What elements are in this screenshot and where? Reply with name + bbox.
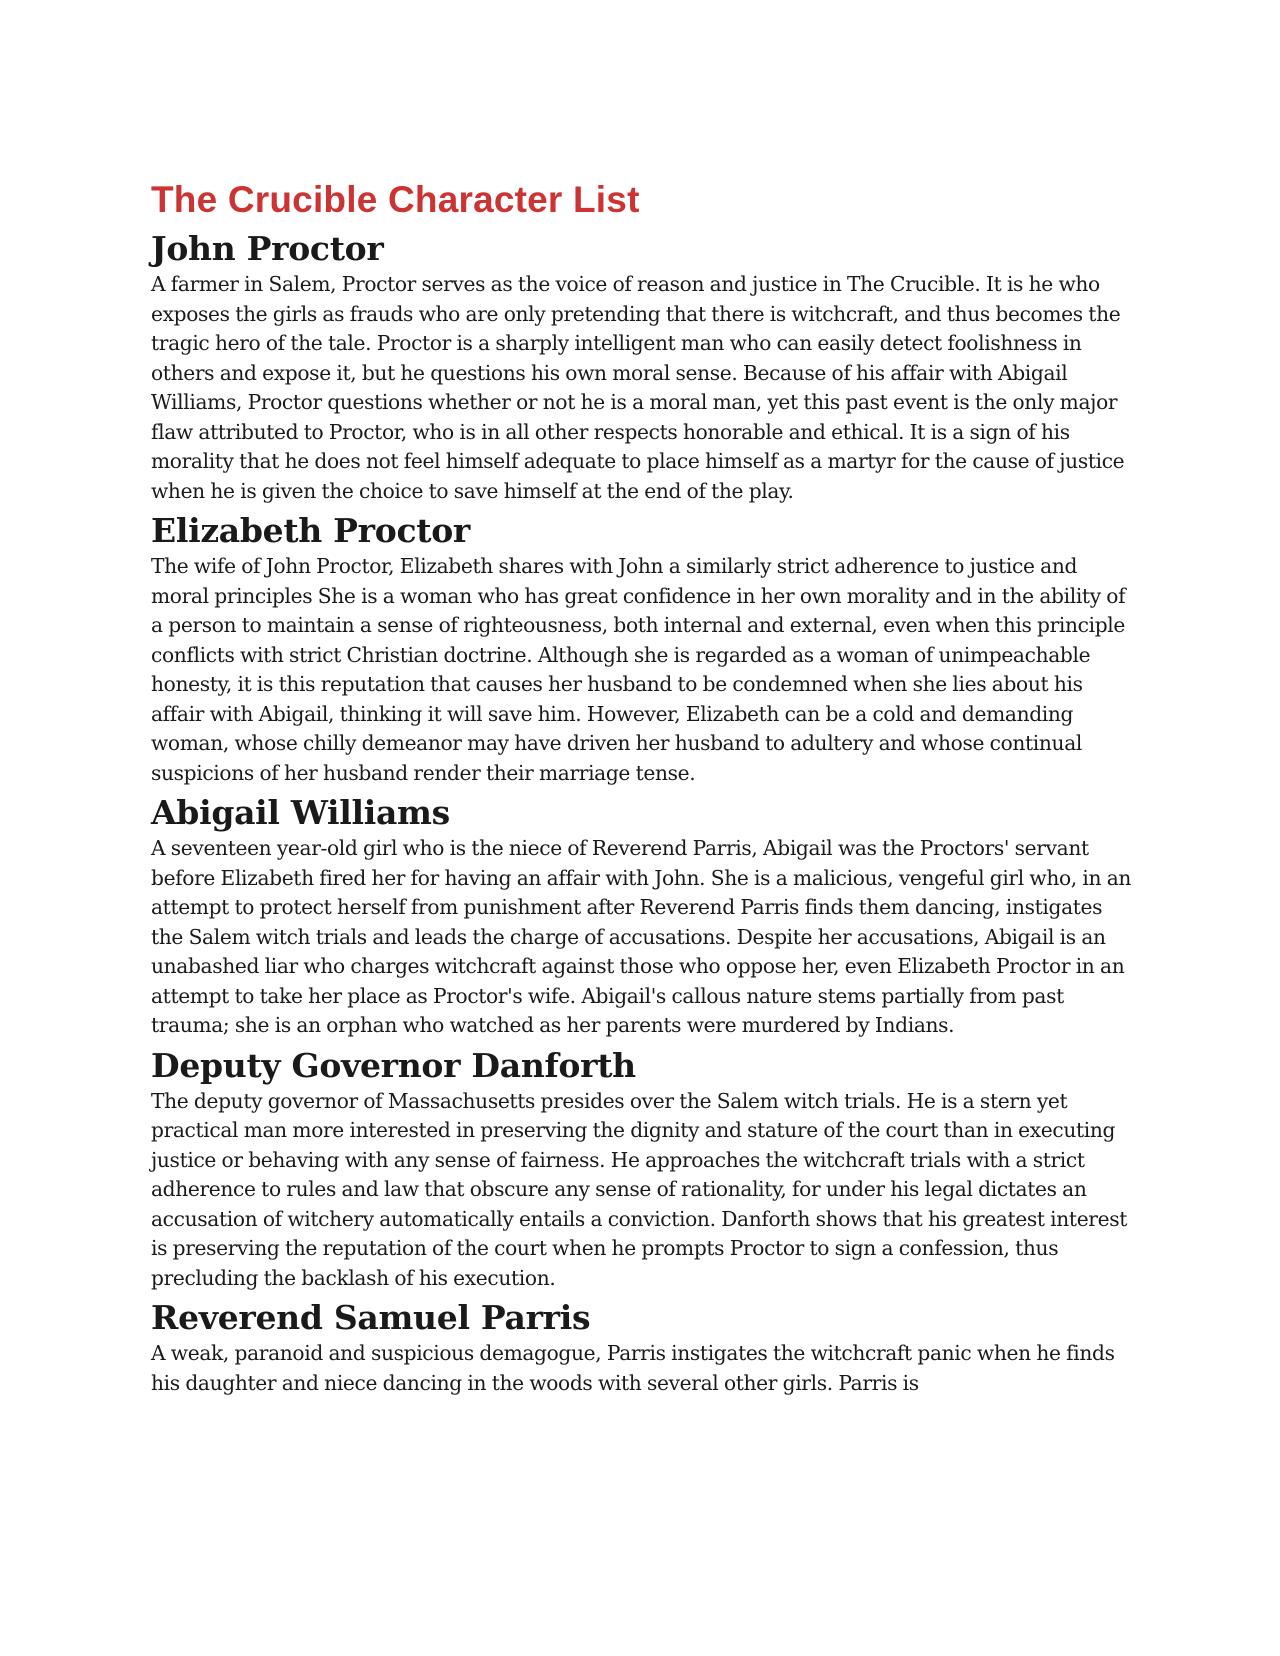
character-description: The wife of John Proctor, Elizabeth shares with John a similarly strict adherence to justice and moral principles She is a woman who has great confidence in her own morality and in the ability of a person to maintain a sense of righteousness, both internal and external, even when this principle conflicts with strict Christian doctrine. Although she is regarded as a woman of unimpeachable honesty, it is this reputation that causes her husband to be condemned when she lies about his affair with Abigail, thinking it will save him. However, Elizabeth can be a cold and demanding woman, whose chilly demeanor may have driven her husband to adultery and whose continual suspicions of her husband render their marriage tense. (151, 554, 1126, 785)
document-title: The Crucible Character List (151, 179, 640, 220)
character-name: Elizabeth Proctor (151, 511, 470, 550)
character-section-samuel-parris (151, 1297, 1136, 1398)
character-section-elizabeth-proctor (151, 510, 1136, 788)
character-description: The deputy governor of Massachusetts presides over the Salem witch trials. He is a stern yet practical man more interested in preserving the dignity and stature of the court than in executing justice or behaving with any sense of fairness. He approaches the witchcraft trials with a strict adherence to rules and law that obscure any sense of rationality, for under his legal dictates an accusation of witchery automatically entails a conviction. Danforth shows that his greatest interest is preserving the reputation of the court when he prompts Proctor to sign a confession, thus precluding the backlash of his execution. (151, 1088, 1127, 1290)
character-description: A weak, paranoid and suspicious demagogue, Parris instigates the witchcraft panic when he finds his daughter and niece dancing in the woods with several other girls. Parris is (151, 1341, 1115, 1395)
character-section-abigail-williams (151, 792, 1136, 1041)
character-description: A farmer in Salem, Proctor serves as the voice of reason and justice in The Crucible. It is he who exposes the girls as frauds who are only pretending that there is witchcraft, and thus becomes the tragic hero of the tale. Proctor is a sharply intelligent man who can easily detect foolishness in others and expose it, but he questions his own moral sense. Because of his affair with Abigail Williams, Proctor questions whether or not he is a moral man, yet this past event is the only major flaw attributed to Proctor, who is in all other respects honorable and ethical. It is a sign of his morality that he does not feel himself adequate to place himself as a martyr for the cause of justice when he is given the choice to save himself at the end of the play. (151, 272, 1125, 503)
character-description: A seventeen year-old girl who is the niece of Reverend Parris, Abigail was the Proctors' servant before Elizabeth fired her for having an affair with John. She is a malicious, vengeful girl who, in an attempt to protect herself from punishment after Reverend Parris finds them dancing, instigates the Salem witch trials and leads the charge of accusations. Despite her accusations, Abigail is an unabashed liar who charges witchcraft against those who oppose her, even Elizabeth Proctor in an attempt to take her place as Proctor's wife. Abigail's callous nature stems partially from past trauma; she is an orphan who watched as her parents were murdered by Indians. (151, 836, 1132, 1037)
character-name: John Proctor (151, 229, 384, 268)
character-section-john-proctor (151, 228, 1136, 506)
character-name: Deputy Governor Danforth (151, 1045, 636, 1085)
character-name: Abigail Williams (151, 793, 450, 832)
character-section-danforth (151, 1045, 1136, 1294)
document-page (151, 176, 1136, 1402)
character-name: Reverend Samuel Parris (151, 1298, 591, 1337)
